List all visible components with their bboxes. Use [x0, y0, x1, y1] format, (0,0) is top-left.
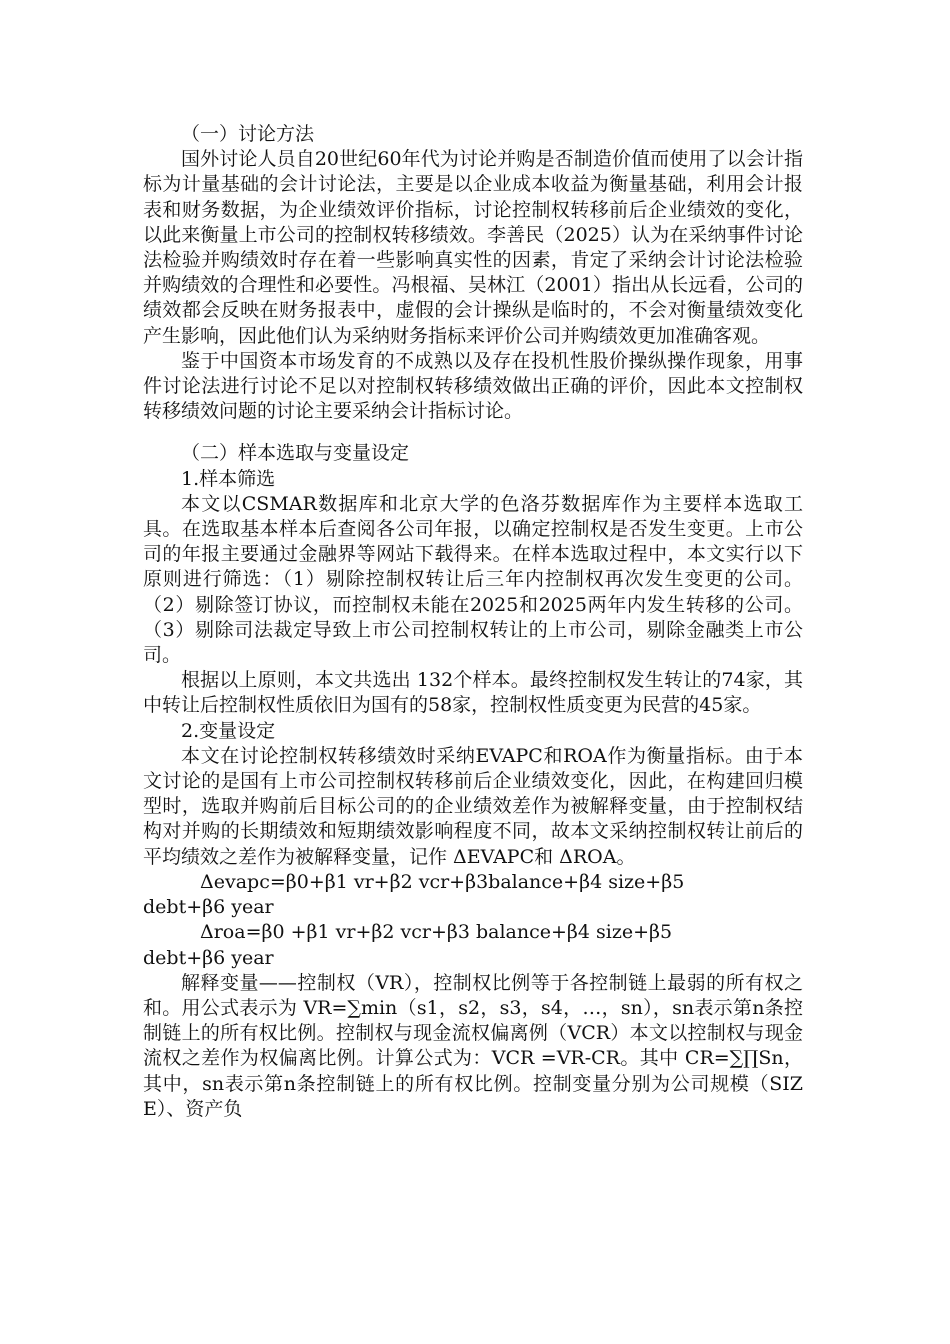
sub2-heading: 2.变量设定 — [181, 719, 276, 742]
sub1-heading: 1.样本筛选 — [181, 467, 276, 490]
formula-evapc-line1: Δevapc=β0+β1 vr+β2 vcr+β3balance+β4 size+β5 — [200, 870, 685, 893]
sub1-paragraph-2: 根据以上原则，本文共选出 132个样本。最终控制权发生转让的74家，其中转让后控制权性质依旧为国有的58家，控制权性质变更为民营的45家。 — [143, 669, 803, 717]
formula-roa-line1: Δroa=β0 +β1 vr+β2 vcr+β3 balance+β4 size+β5 — [200, 921, 673, 944]
sub2-paragraph-2: 解释变量——控制权（VR），控制权比例等于各控制链上最弱的所有权之和。用公式表示为 VR=∑min（s1，s2，s3，s4，…，sn），sn表示第n条控制链上的所有权比例。控制权与现金流权偏离例（VCR）本文以控制权与现金流权之差作为权偏离比例。计算公式为：VCR =VR-CR。其中 CR=∑∏Sn，其中，sn表示第n条控制链上的所有权比例。控制变量分别为公司规模（SIZE）、资产负 — [143, 971, 803, 1120]
section1-heading: （一）讨论方法 — [181, 123, 315, 145]
sub1-paragraph-1: 本文以CSMAR数据库和北京大学的色洛芬数据库作为主要样本选取工具。在选取基本样本后查阅各公司年报，以确定控制权是否发生变更。上市公司的年报主要通过金融界等网站下载得来。在样本选取过程中，本文实行以下原则进行筛选：（1）剔除控制权转让后三年内控制权再次发生变更的公司。（2）剔除签订协议，而控制权未能在2025和2025两年内发生转移的公司。（3）剔除司法裁定导致上市公司控制权转让的上市公司，剔除金融类上市公司。 — [143, 492, 803, 667]
section1-paragraph-2: 鉴于中国资本市场发育的不成熟以及存在投机性股价操纵操作现象，用事件讨论法进行讨论不足以对控制权转移绩效做出正确的评价，因此本文控制权转移绩效问题的讨论主要采纳会计指标讨论。 — [143, 349, 803, 423]
formula-roa-line2: debt+β6 year — [143, 946, 274, 969]
section1-paragraph-1: 国外讨论人员自20世纪60年代为讨论并购是否制造价值而使用了以会计指标为计量基础的会计讨论法，主要是以企业成本收益为衡量基础，利用会计报表和财务数据，为企业绩效评价指标，讨论控制权转移前后企业绩效的变化，以此来衡量上市公司的控制权转移绩效。李善民（2025）认为在采纳事件讨论法检验并购绩效时存在着一些影响真实性的因素，肯定了采纳会计讨论法检验并购绩效的合理性和必要性。冯根福、吴林江（2001）指出从长远看，公司的绩效都会反映在财务报表中，虚假的会计操纵是临时的，不会对衡量绩效变化产生影响，因此他们认为采纳财务指标来评价公司并购绩效更加准确客观。 — [143, 148, 803, 347]
formula-evapc-line2: debt+β6 year — [143, 896, 274, 919]
section-gap — [143, 424, 803, 441]
sub2-paragraph-1: 本文在讨论控制权转移绩效时采纳EVAPC和ROA作为衡量指标。由于本文讨论的是国有上市公司控制权转移前后企业绩效变化，因此，在构建回归模型时，选取并购前后目标公司的的企业绩效差作为被解释变量，由于控制权结构对并购的长期绩效和短期绩效影响程度不同，故本文采纳控制权转让前后的平均绩效之差作为被解释变量，记作 ΔEVAPC和 ΔROA。 — [143, 744, 803, 868]
section2-heading: （二）样本选取与变量设定 — [181, 442, 410, 465]
document-page — [143, 122, 803, 1122]
